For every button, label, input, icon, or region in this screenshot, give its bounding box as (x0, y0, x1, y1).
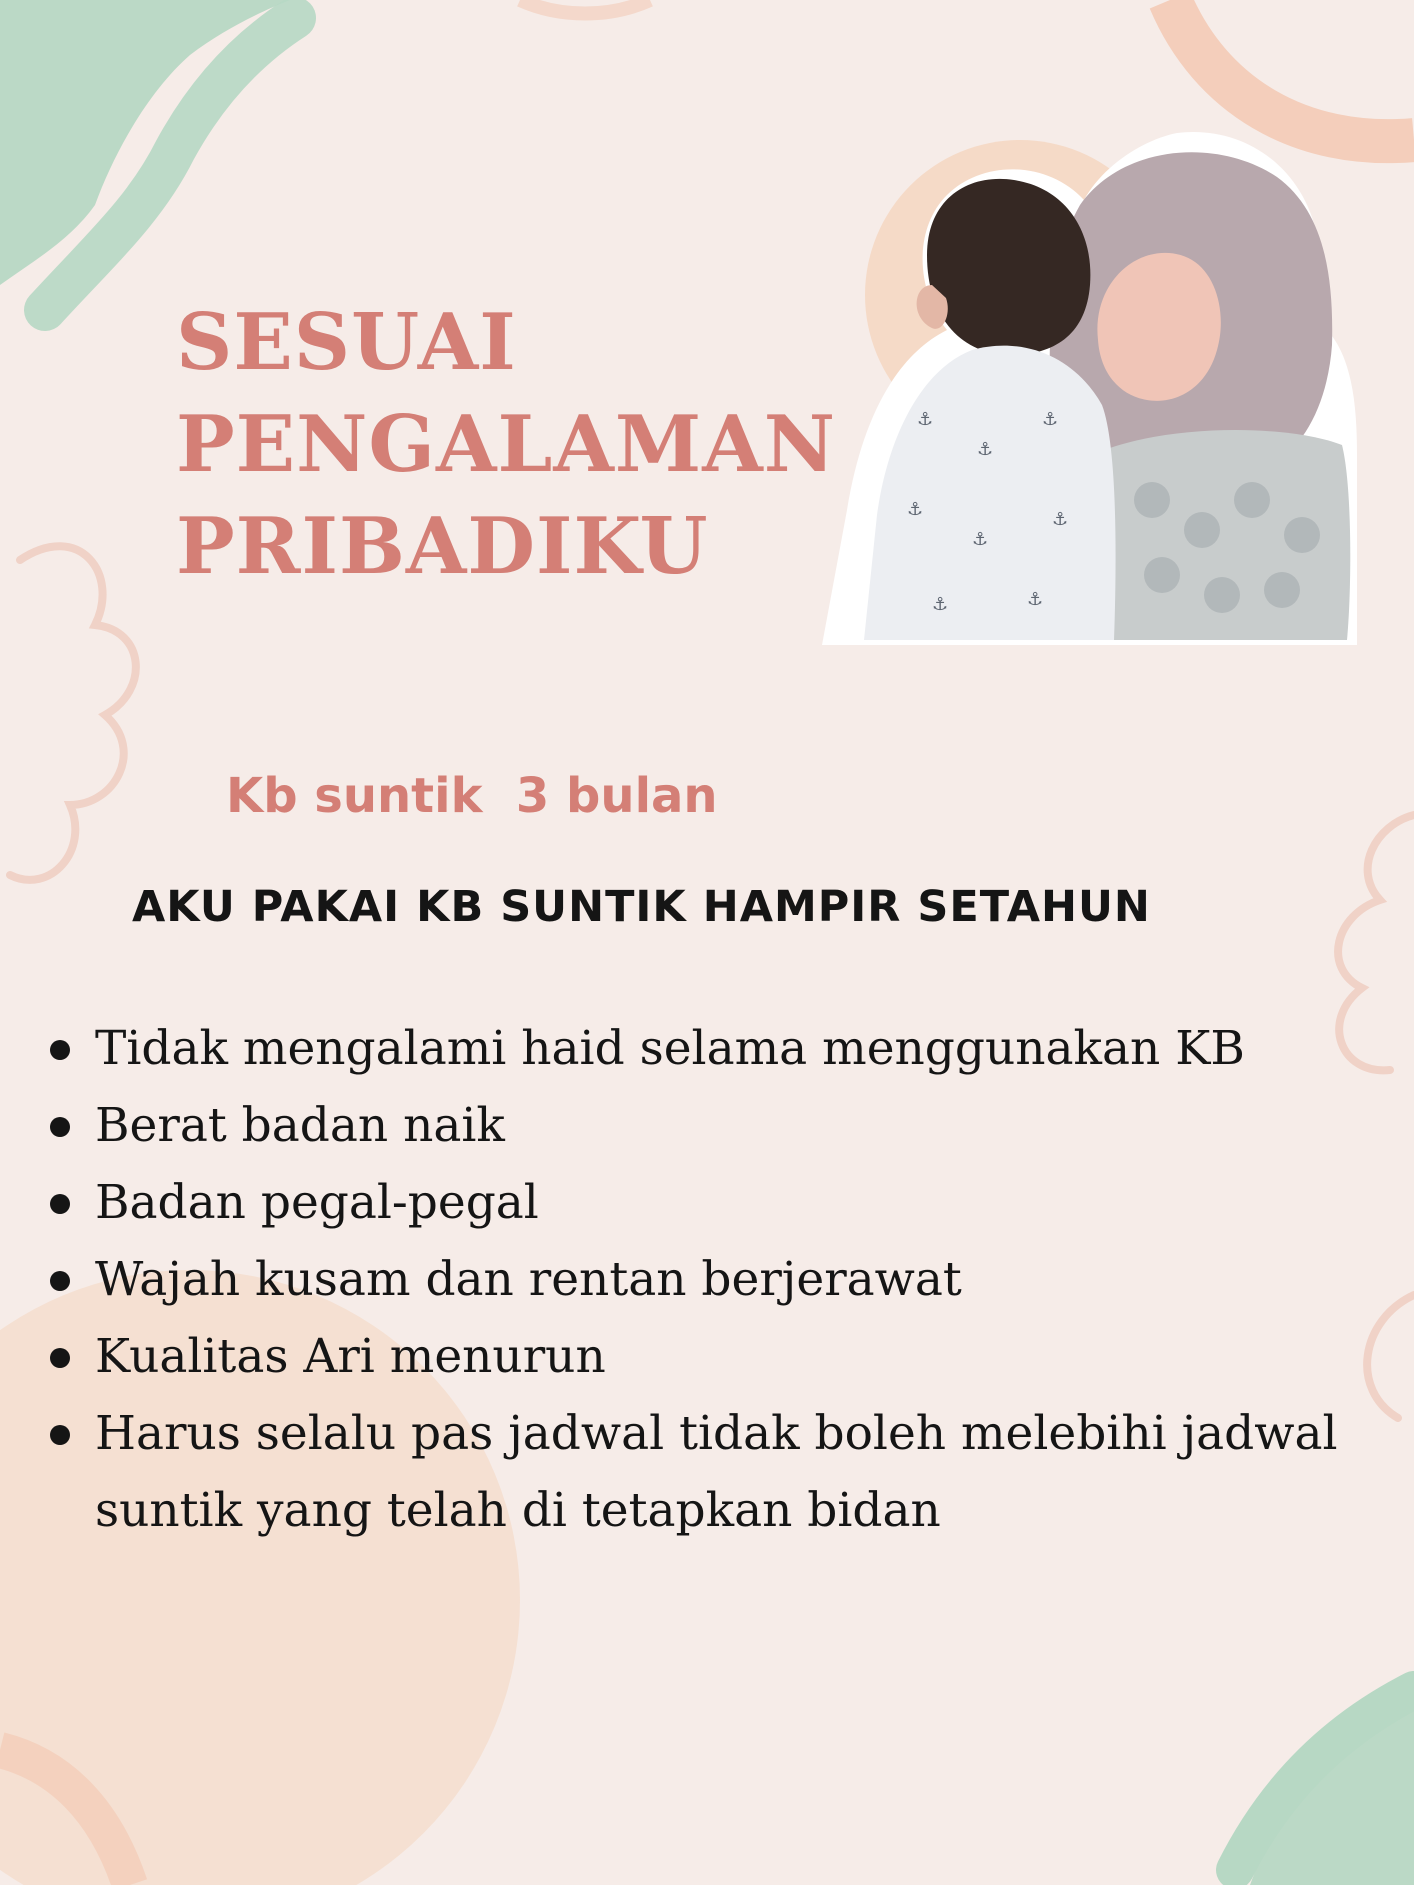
dress-pattern (1144, 557, 1180, 593)
list-item (50, 1318, 1395, 1395)
subtitle-kb-type: Kb suntik 3 bulan (226, 768, 718, 824)
bullet-icon (50, 1194, 70, 1214)
anchor-pattern: ⚓ (932, 594, 949, 615)
anchor-pattern: ⚓ (1052, 509, 1069, 530)
bullet-icon (50, 1117, 70, 1137)
title-line-1: SESUAI (176, 297, 517, 388)
bullet-icon (50, 1040, 70, 1060)
anchor-pattern: ⚓ (1027, 589, 1044, 610)
list-item (50, 1087, 1395, 1164)
bullet-icon (50, 1348, 70, 1368)
title-line-2: PENGALAMAN (176, 399, 837, 490)
dress-pattern (1264, 572, 1300, 608)
anchor-pattern: ⚓ (917, 409, 934, 430)
list-item-text: Kualitas Ari menurun (95, 1329, 606, 1384)
anchor-pattern: ⚓ (977, 439, 994, 460)
dress-pattern (1234, 482, 1270, 518)
list-item-text: Badan pegal-pegal (95, 1175, 539, 1230)
side-effects-list (50, 1010, 1395, 1549)
leaf-outline-left (10, 546, 136, 880)
anchor-pattern: ⚓ (1042, 409, 1059, 430)
bullet-icon (50, 1425, 70, 1445)
list-item-text: Tidak mengalami haid selama menggunakan KB (95, 1021, 1245, 1076)
arc-top-center (520, 0, 650, 14)
headline-duration: AKU PAKAI KB SUNTIK HAMPIR SETAHUN (132, 882, 1151, 932)
bullet-icon (50, 1271, 70, 1291)
list-item-text: Berat badan naik (95, 1098, 505, 1153)
dress-pattern (1184, 512, 1220, 548)
list-item-text: Harus selalu pas jadwal tidak boleh melebihi jadwal suntik yang telah di tetapkan bidan (95, 1406, 1338, 1538)
dress-pattern (1284, 517, 1320, 553)
list-item-text: Wajah kusam dan rentan berjerawat (95, 1252, 962, 1307)
list-item (50, 1010, 1395, 1087)
page-title (176, 292, 876, 598)
anchor-pattern: ⚓ (972, 529, 989, 550)
list-item (50, 1164, 1395, 1241)
title-line-3: PRIBADIKU (176, 501, 709, 592)
dress-pattern (1204, 577, 1240, 613)
mother-and-baby-photo (822, 125, 1357, 650)
list-item (50, 1241, 1395, 1318)
anchor-pattern: ⚓ (907, 499, 924, 520)
list-item (50, 1395, 1395, 1549)
dress-pattern (1134, 482, 1170, 518)
arc-top-right (1170, 0, 1414, 141)
